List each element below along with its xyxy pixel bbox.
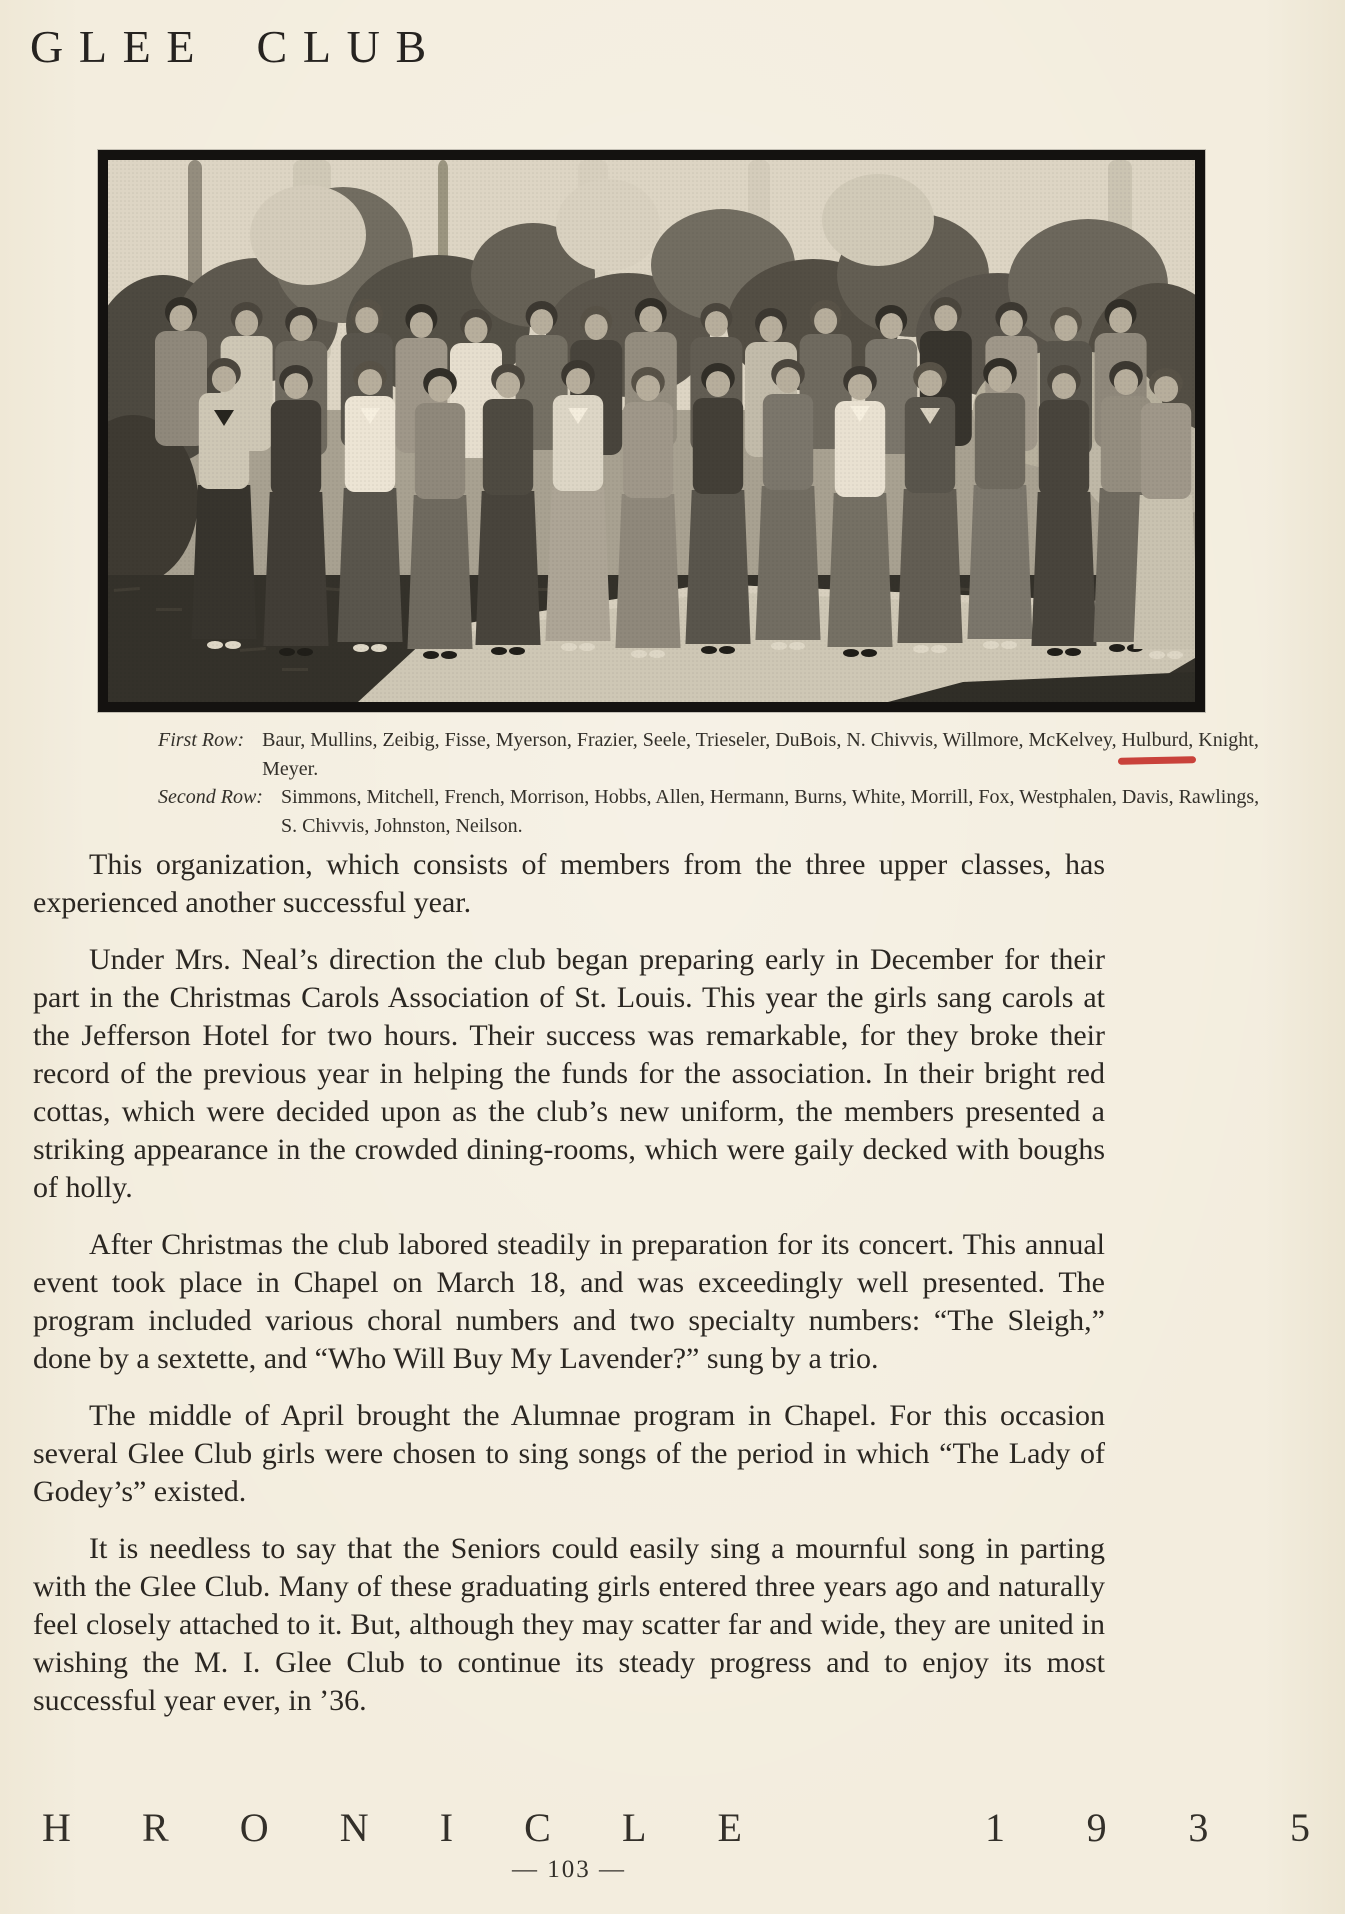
- footer-letter: N: [339, 1805, 369, 1850]
- footer-letter: 5: [1289, 1805, 1310, 1850]
- caption-second-row-continuation: S. Chivvis, Johnston, Neilson.: [280, 814, 523, 837]
- footer-letter: C: [524, 1805, 551, 1850]
- footer-letter: I: [439, 1805, 454, 1850]
- photo-caption: [158, 726, 1260, 840]
- group-photo-illustration: [108, 160, 1195, 702]
- footer-letter: 1: [985, 1805, 1005, 1850]
- caption-first-row: [158, 726, 1259, 783]
- footer-letter: 3: [1188, 1805, 1209, 1850]
- caption-first-row-names-before: Baur, Mullins, Zeibig, Fisse, Myerson, Frazier, Seele, Trieseler, DuBois, N. Chivvis, Willmore, McKelvey,: [262, 729, 1122, 751]
- footer-letter: H: [42, 1805, 71, 1850]
- caption-first-row-names-after: Knight,: [1193, 729, 1259, 751]
- footer-year: [985, 1804, 1310, 1851]
- page-title: GLEE CLUB: [30, 21, 442, 72]
- glee-club-photo: [98, 150, 1205, 712]
- caption-first-row-continuation: Meyer.: [262, 757, 319, 780]
- body-paragraph-1: This organization, which consists of members from the three upper classes, has experienced another successful year.: [33, 848, 1105, 919]
- caption-second-row-names-line1: Simmons, Mitchell, French, Morrison, Hobbs, Allen, Hermann, Burns, White, Morrill, Fox, Westphalen, Davis, Rawlings,: [280, 786, 1260, 808]
- body-paragraph-2: Under Mrs. Neal’s direction the club began preparing early in December for their part in the Christmas Carols Association of St. Louis. This year the girls sang carols at the Jefferson Hotel for two hours. Their success was remarkable, for they broke their record of the previous year in helping the funds for the association. In their bright red cottas, which were decided upon as the club’s new uniform, the members presented a striking appearance in the crowded dining-rooms, which were gaily decked with boughs of holly.: [33, 943, 1105, 1204]
- footer-masthead: [42, 1804, 742, 1851]
- footer-letter: O: [239, 1805, 269, 1850]
- article-body: [33, 846, 1105, 1739]
- footer-letter: R: [141, 1805, 169, 1850]
- footer-letter: E: [717, 1805, 742, 1850]
- caption-first-row-label: First Row:: [158, 729, 245, 751]
- footer-letter: L: [621, 1805, 647, 1850]
- caption-second-row-names: [281, 783, 1259, 840]
- caption-second-row: [158, 783, 1260, 840]
- caption-first-row-names: [262, 726, 1259, 783]
- body-paragraph-4: The middle of April brought the Alumnae program in Chapel. For this occasion several Glee Club girls were chosen to sing songs of the period in which “The Lady of Godey’s” existed.: [33, 1399, 1105, 1508]
- body-paragraph-3: After Christmas the club labored steadily in preparation for its concert. This annual event took place in Chapel on March 18, and was exceedingly well presented. The program included various choral numbers and two specialty numbers: “The Sleigh,” done by a sextette, and “Who Will Buy My Lavender?” sung by a trio.: [33, 1228, 1105, 1375]
- body-paragraph-5: It is needless to say that the Seniors could easily sing a mournful song in parting with the Glee Club. Many of these graduating girls entered three years ago and naturally feel closely attached to it. But, although they may scatter far and wide, they are united in wishing the M. I. Glee Club to continue its steady progress and to enjoy its most successful year ever, in ’36.: [33, 1532, 1105, 1717]
- footer-letter: 9: [1086, 1805, 1107, 1850]
- page-number: — 103 —: [512, 1856, 626, 1883]
- caption-name-hulburd-red-underlined: Hulburd,: [1122, 726, 1194, 755]
- caption-second-row-label: Second Row:: [158, 786, 263, 808]
